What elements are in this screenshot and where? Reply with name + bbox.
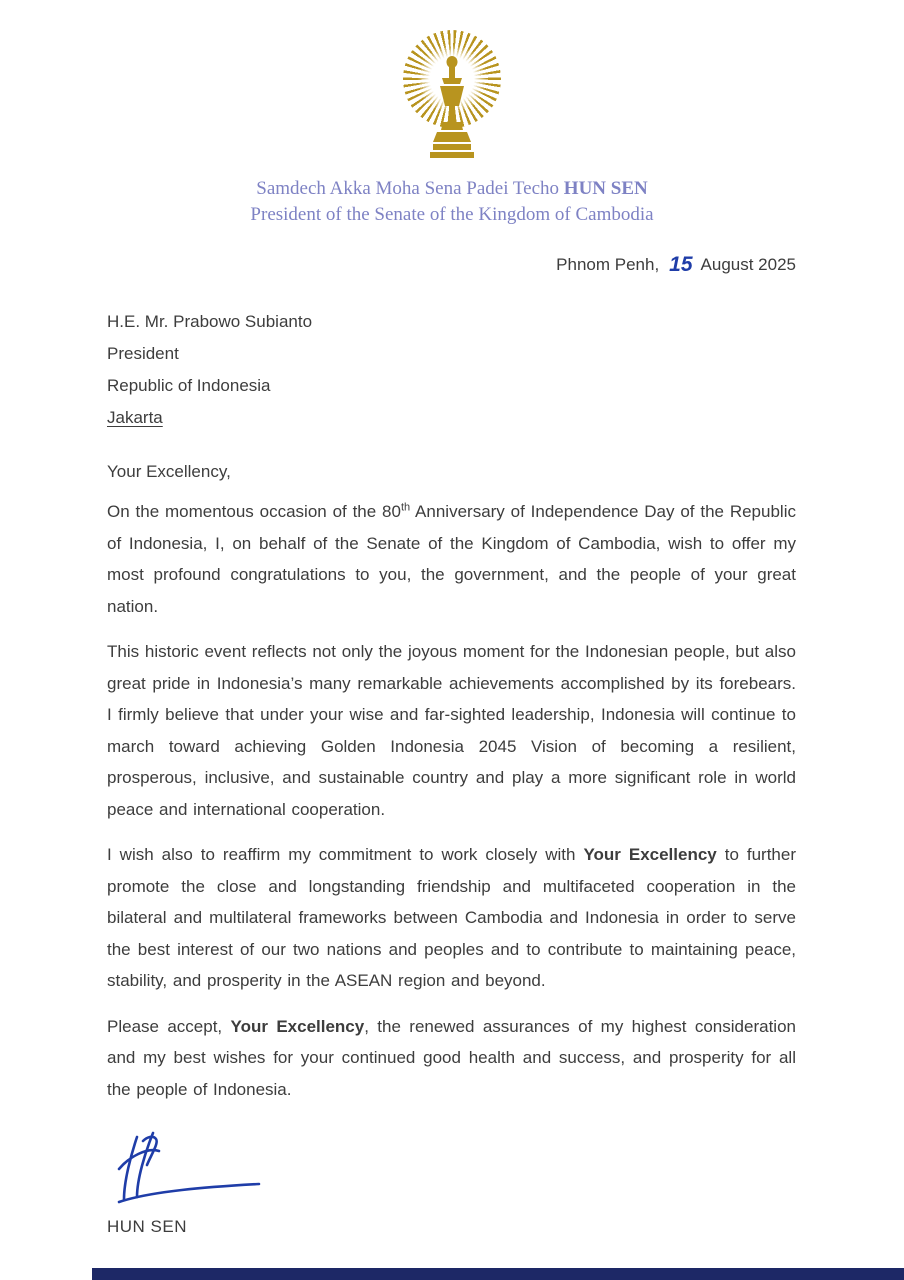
p4-text-before: Please accept, bbox=[107, 1016, 231, 1036]
dateline bbox=[107, 252, 796, 276]
p1-text-after-sup: Anniversary of Independence Day of the Republic of Indonesia, I, on behalf of the Senate of the Kingdom of Cambodia, wish to offer my most profound congratulations to you, the government, and the people of your great nation. bbox=[107, 502, 796, 616]
sender-position: President of the Senate of the Kingdom of Cambodia bbox=[250, 204, 654, 225]
royal-emblem bbox=[397, 30, 507, 162]
sender-honorific: Samdech Akka Moha Sena Padei Techo bbox=[256, 178, 564, 199]
signatory-name: HUN SEN bbox=[107, 1217, 188, 1236]
dateline-place: Phnom Penh, bbox=[556, 255, 660, 274]
dateline-month-year: August 2025 bbox=[700, 255, 796, 274]
royal-urn-icon bbox=[429, 56, 475, 160]
salutation: Your Excellency, bbox=[107, 462, 231, 481]
recipient-city: Jakarta bbox=[107, 408, 163, 427]
paragraph-3 bbox=[107, 839, 796, 997]
p3-text-after: to further promote the close and longstanding friendship and multifaceted cooperation in the bilateral and multilateral frameworks between Cambodia and Indonesia in order to serve the best interest of our two nations and peoples and to contribute to maintaining peace, stability, and prosperity in the ASEAN region and beyond. bbox=[107, 845, 796, 990]
sender-title-line bbox=[0, 176, 904, 202]
signature-block bbox=[107, 1127, 796, 1211]
scan-edge-bar bbox=[92, 1268, 904, 1280]
p4-text-after: , the renewed assurances of my highest consideration and my best wishes for your continued good health and success, and prosperity for all the people of Indonesia. bbox=[107, 1016, 796, 1099]
p1-ordinal-sup: th bbox=[400, 501, 411, 514]
paragraph-2: This historic event reflects not only the joyous moment for the Indonesian people, but also great pride in Indonesia’s many remarkable achievements accomplished by its forebears. I firmly believe that under your wise and far-sighted leadership, Indonesia will continue to march toward achieving Golden Indonesia 2045 Vision of becoming a resilient, prosperous, inclusive, and sustainable country and play a more significant role in world peace and international cooperation. bbox=[107, 642, 796, 819]
recipient-name: H.E. Mr. Prabowo Subianto bbox=[107, 312, 313, 331]
dateline-day-handwritten: 15 bbox=[669, 253, 693, 276]
recipient-title: President bbox=[107, 344, 179, 363]
p1-text-before-sup: On the momentous occasion of the 80 bbox=[107, 502, 401, 521]
paragraph-4 bbox=[107, 1011, 796, 1106]
recipient-block bbox=[107, 306, 796, 434]
handwritten-signature bbox=[107, 1127, 277, 1211]
paragraph-1 bbox=[107, 496, 796, 622]
recipient-country: Republic of Indonesia bbox=[107, 376, 271, 395]
sender-name: HUN SEN bbox=[563, 178, 648, 199]
p3-text-before: I wish also to reaffirm my commitment to work closely with bbox=[107, 845, 584, 864]
p3-bold-excellency: Your Excellency bbox=[583, 845, 717, 864]
p4-bold-excellency: Your Excellency bbox=[230, 1016, 365, 1036]
